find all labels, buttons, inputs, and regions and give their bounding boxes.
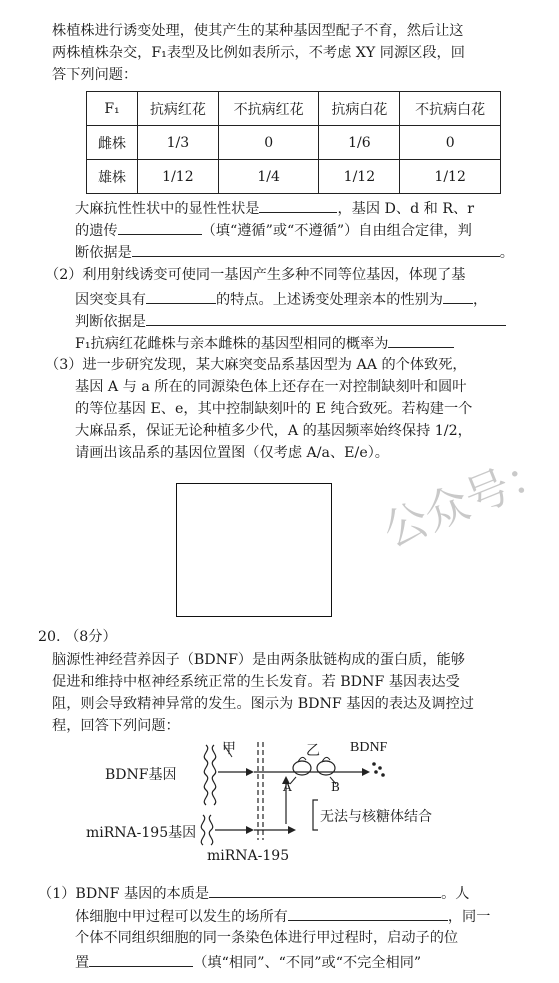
text: 的遗传: [75, 223, 118, 239]
table-header-cell: F₁: [87, 92, 138, 126]
process-jia-label: 甲: [222, 741, 236, 757]
bdnf-gene-label: BDNF基因: [105, 767, 177, 783]
q20-heading: 20. （8分）: [38, 629, 117, 645]
table-cell: 1/12: [138, 160, 219, 194]
answer-blank[interactable]: [288, 906, 448, 921]
text: 因突变具有: [75, 292, 146, 308]
q19-p3-line-2: 基因 A 与 a 所在的同源染色体上还存在一对控制缺刻叶和圆叶: [75, 379, 467, 395]
table-header-cell: 不抗病白花: [400, 92, 501, 126]
q20-p1-line-3: 个体不同组织细胞的同一条染色体进行甲过程时，启动子的位: [75, 930, 459, 946]
text: 体细胞中甲过程可以发生的场所有: [75, 909, 288, 925]
table-cell: 0: [400, 126, 501, 160]
q20-intro-line-1: 脑源性神经营养因子（BDNF）是由两条肽链构成的蛋白质，能够: [52, 652, 465, 668]
q20-intro-line-4: 程，回答下列问题：: [52, 718, 180, 734]
text: ，基因 D、d 和 R、r: [337, 201, 475, 217]
bdnf-protein-label: BDNF: [350, 740, 388, 755]
table-cell: 1/3: [138, 126, 219, 160]
table-cell: 1/4: [218, 160, 319, 194]
process-yi-label: 乙: [306, 743, 320, 759]
q20-intro-line-3: 阻，则会导致精神异常的发生。图示为 BDNF 基因的表达及调控过: [52, 696, 474, 712]
answer-blank[interactable]: [209, 883, 441, 898]
q20-intro-line-2: 促进和维持中枢神经系统正常的生长发育。若 BDNF 基因表达受: [52, 674, 460, 690]
table-cell: 1/12: [319, 160, 400, 194]
text: 判断依据是: [75, 314, 146, 330]
text: 大麻抗性性状中的显性性状是: [75, 201, 260, 217]
text: （1）BDNF 基因的本质是: [38, 886, 210, 902]
label-b: B: [331, 780, 340, 794]
text: 断依据是: [75, 245, 132, 261]
q19-intro-line-3: 答下列问题：: [52, 67, 138, 83]
table-cell: 1/12: [400, 160, 501, 194]
q19-p3-line-3: 的等位基因 E、e，其中控制缺刻叶的 E 纯合致死。若构建一个: [75, 401, 473, 417]
text: F₁抗病红花雌株与亲本雌株的基因型相同的概率为: [75, 336, 389, 352]
q19-intro-line-1: 株植株进行诱变处理，使其产生的某种基因型配子不育，然后让这: [52, 23, 464, 39]
text: 的特点。上述诱变处理亲本的性别为: [215, 292, 443, 308]
text: 。: [499, 245, 514, 261]
q20-p1-line-1: [38, 883, 470, 903]
q19-p3-line-1: （3）进一步研究发现，某大麻突变品系基因型为 AA 的个体致死，: [45, 357, 467, 373]
table-cell: 1/6: [319, 126, 400, 160]
text: （填“相同”、“不同”或“不完全相同”: [193, 955, 422, 971]
q20-p1-line-2: [75, 906, 490, 926]
text: ，: [472, 292, 488, 308]
text: 。人: [441, 886, 470, 902]
q19-intro-line-2: 两株植株杂交，F₁表型及比例如表所示，不考虑 XY 同源区段，回: [52, 45, 465, 61]
table-cell: 雌株: [87, 126, 138, 160]
mirna-gene-dna: [201, 815, 212, 845]
q20-p1-line-4: [75, 952, 421, 972]
table-cell: 0: [218, 126, 319, 160]
text: 置: [75, 955, 90, 971]
q19-p3-line-5: 请画出该品系的基因位置图（仅考虑 A/a、E/e）。: [75, 445, 389, 461]
table-header-cell: 抗病红花: [138, 92, 219, 126]
watermark: 公众号：: [376, 444, 559, 558]
ribosome-block-note: 无法与核糖体结合: [320, 809, 432, 825]
mirna-195-label: miRNA-195: [207, 848, 290, 864]
text: （填“遵循”或“不遵循”）自由组合定律，判: [201, 223, 472, 239]
label-a: A: [283, 780, 292, 794]
bdnf-gene-dna: [204, 745, 215, 805]
text: ，同一: [447, 909, 491, 925]
table-header-cell: 不抗病红花: [218, 92, 319, 126]
table-header-cell: 抗病白花: [319, 92, 400, 126]
answer-blank[interactable]: [89, 952, 193, 967]
mirna-gene-label: miRNA-195基因: [86, 825, 197, 841]
q19-p2-line-1: （2）利用射线诱变可使同一基因产生多种不同等位基因，体现了基: [45, 267, 466, 283]
q19-p3-line-4: 大麻品系，保证无论种植多少代，A 的基因频率始终保持 1/2，: [75, 423, 472, 439]
table-cell: 雄株: [87, 160, 138, 194]
